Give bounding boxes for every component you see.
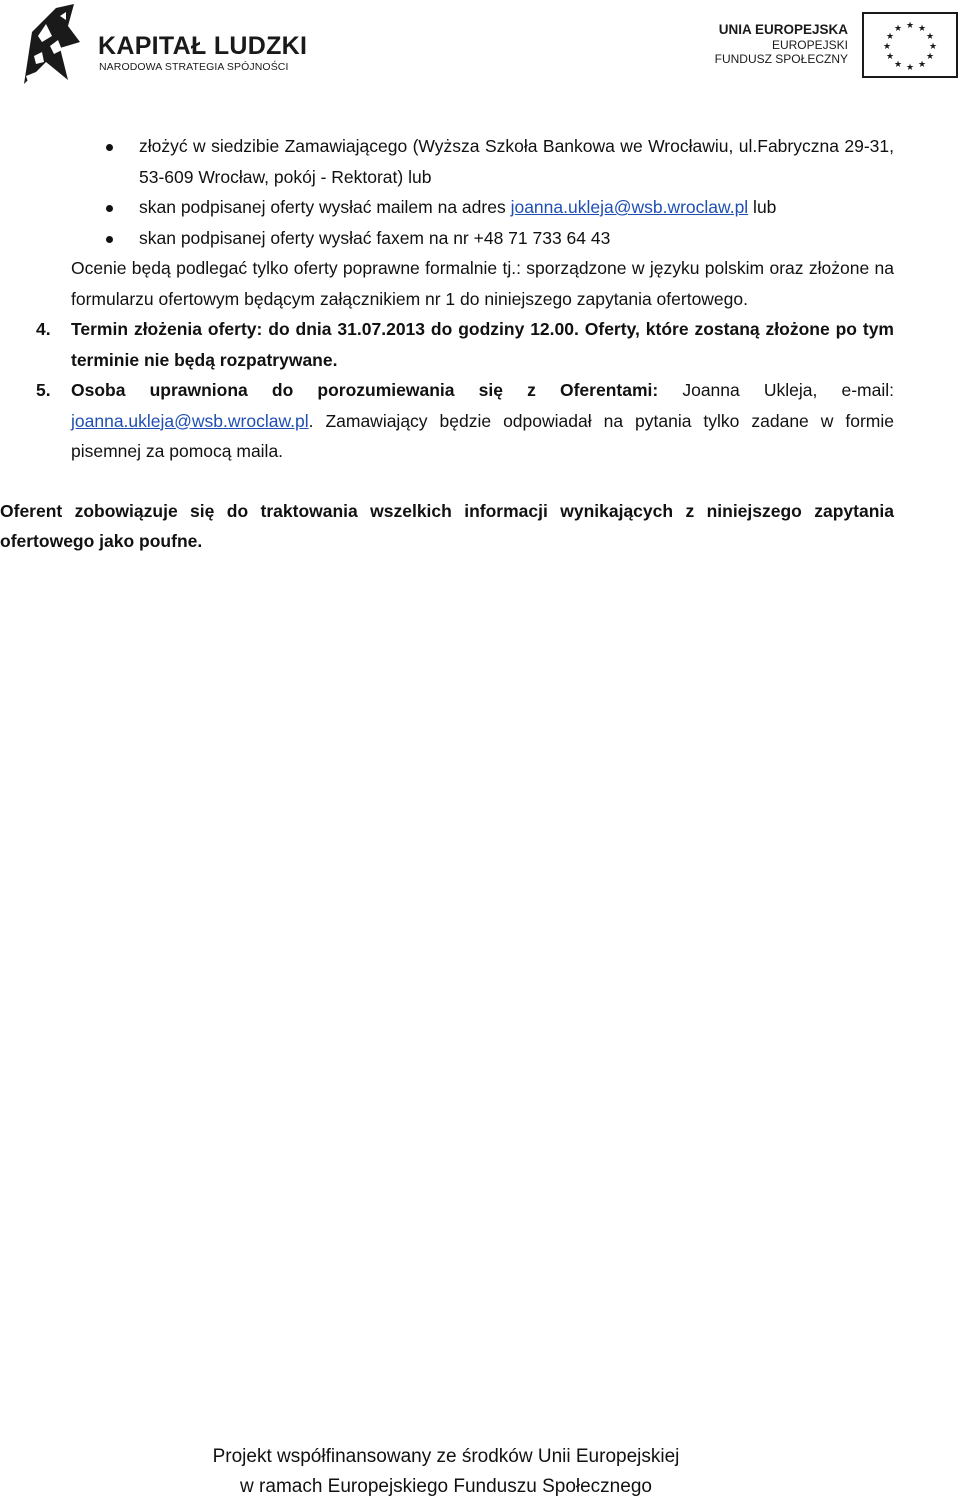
svg-text:★: ★ <box>905 21 915 31</box>
svg-text:★: ★ <box>928 42 938 52</box>
footer-line2: w ramach Europejskiego Funduszu Społecznego <box>240 1476 652 1497</box>
deadline-text: Termin złożenia oferty: do dnia 31.07.2013 do godziny 12.00. Oferty, które zostaną złożone po tym terminie nie będą rozpatrywane. <box>71 319 894 370</box>
footer-line1: Projekt współfinansowany ze środków Unii Europejskiej <box>212 1446 680 1467</box>
logo-subtitle: NARODOWA STRATEGIA SPÓJNOŚCI <box>99 61 289 73</box>
logo-title: KAPITAŁ LUDZKI <box>98 32 308 60</box>
section-4 <box>0 314 894 375</box>
eu-logo-line1: UNIA EUROPEJSKA <box>718 22 848 37</box>
list-item <box>0 131 894 192</box>
kapital-ludzki-logo <box>22 2 322 92</box>
bullet-icon <box>106 144 113 151</box>
bullet-text-after: lub <box>748 197 777 217</box>
page-footer <box>0 1442 892 1502</box>
eu-logo-line2: EUROPEJSKI <box>771 38 848 52</box>
section-5 <box>0 375 894 467</box>
submission-methods-list <box>0 131 894 253</box>
section-number: 4. <box>36 319 51 339</box>
svg-text:★: ★ <box>925 32 935 42</box>
svg-text:★: ★ <box>917 24 927 34</box>
eu-logo <box>700 10 958 82</box>
eu-logo-text <box>715 22 848 67</box>
bullet-text: złożyć w siedzibie Zamawiającego (Wyższa Szkoła Bankowa we Wrocławiu, ul.Fabryczna 29-31, 53-609 Wrocław, pokój - Rektorat) lub <box>139 136 894 187</box>
document-body <box>0 131 894 557</box>
eu-logo-line3: FUNDUSZ SPOŁECZNY <box>714 52 848 66</box>
section-number: 5. <box>36 380 51 400</box>
eu-flag-icon <box>862 12 958 78</box>
bullet-text: skan podpisanej oferty wysłać mailem na adres <box>139 197 511 217</box>
svg-text:★: ★ <box>917 60 927 70</box>
contact-person-label: Osoba uprawniona do porozumiewania się z Oferentami: <box>71 380 659 400</box>
svg-text:★: ★ <box>925 52 935 62</box>
svg-text:★: ★ <box>905 63 915 73</box>
list-item <box>0 223 894 254</box>
contact-person-text: Joanna Ukleja, e-mail: <box>658 380 894 400</box>
page-header <box>0 0 960 100</box>
svg-text:★: ★ <box>885 52 895 62</box>
bullet-text: skan podpisanej oferty wysłać faxem na nr +48 71 733 64 43 <box>139 227 611 248</box>
contact-email-link[interactable]: joanna.ukleja@wsb.wroclaw.pl <box>71 410 309 431</box>
bullet-icon <box>106 205 113 212</box>
formal-requirements-paragraph: Ocenie będą podlegać tylko oferty poprawne formalnie tj.: sporządzone w języku polskim oraz złożone na formularzu ofertowym będącym załącznikiem nr 1 do niniejszego zapytania ofertowego. <box>71 258 894 309</box>
kapital-ludzki-star-icon <box>22 2 82 90</box>
confidentiality-note: Oferent zobowiązuje się do traktowania wszelkich informacji wynikających z niniejszego zapytania ofertowego jako poufne. <box>0 500 894 551</box>
list-item <box>0 192 894 223</box>
email-link[interactable]: joanna.ukleja@wsb.wroclaw.pl <box>510 197 749 217</box>
svg-text:★: ★ <box>885 32 895 42</box>
bullet-icon <box>106 236 113 243</box>
svg-text:★: ★ <box>893 60 903 70</box>
svg-text:★: ★ <box>882 42 892 52</box>
contact-note: . Zamawiający będzie odpowiadał na pytania tylko zadane w formie pisemnej za pomocą maila. <box>71 410 894 461</box>
svg-text:★: ★ <box>893 24 903 34</box>
